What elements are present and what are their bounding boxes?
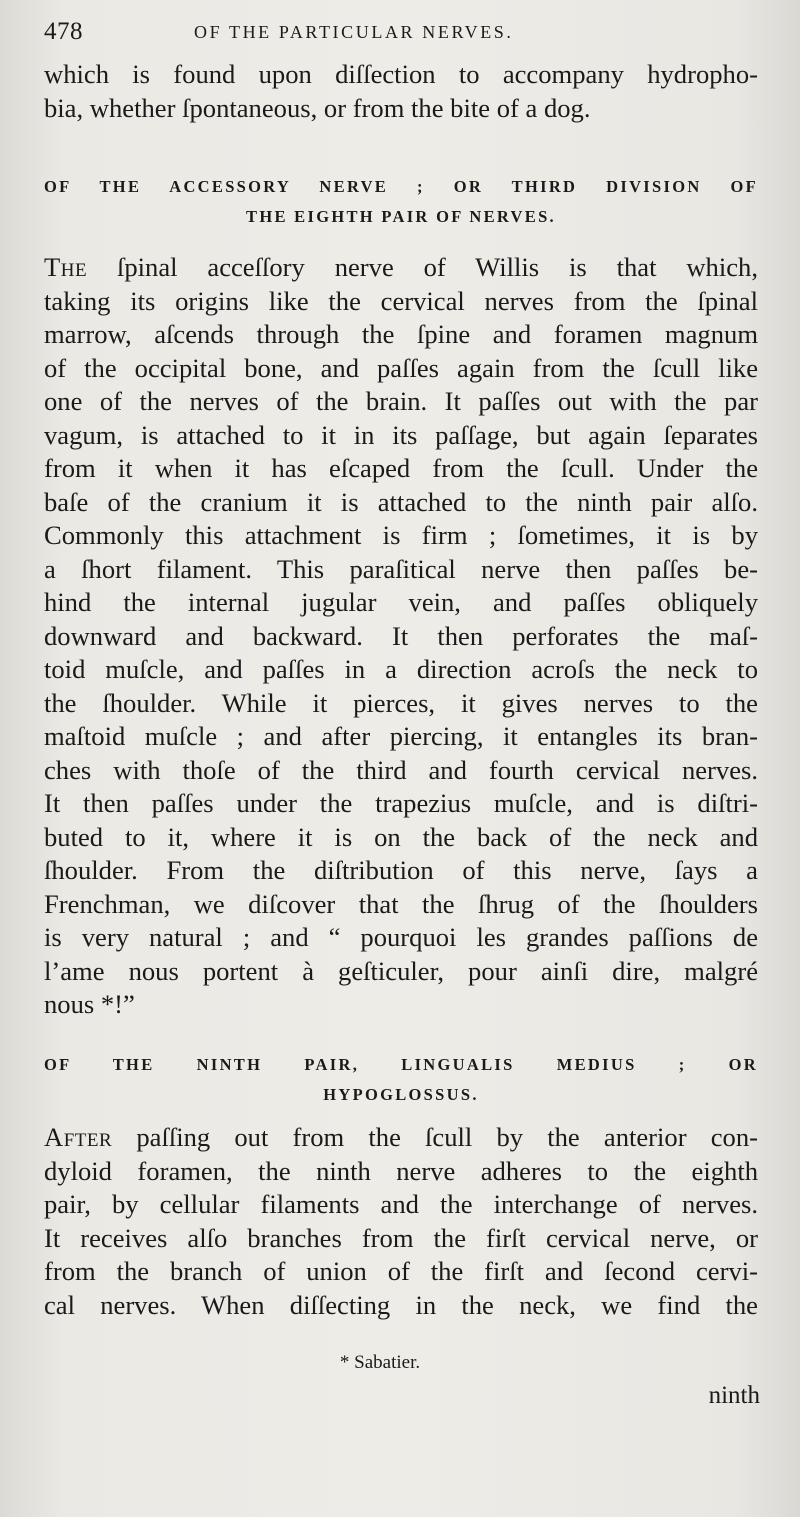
text-line: pair, by cellular filaments and the interchange of nerves. xyxy=(44,1189,758,1219)
footnote: * Sabatier. xyxy=(339,1352,421,1373)
page-number: 478 xyxy=(44,18,83,45)
text-line: vagum, is attached to it in its paſſage, but again ſeparates xyxy=(44,419,758,450)
text-line: from the branch of union of the firſt and ſecond cervi- xyxy=(44,1256,758,1286)
text-line: taking its origins like the cervical nerves from the ſpinal xyxy=(44,285,758,316)
heading-line: OF THE NINTH PAIR, LINGUALIS MEDIUS ; OR xyxy=(44,1055,758,1074)
running-title: OF THE PARTICULAR NERVES. xyxy=(194,22,514,42)
ninth-pair-paragraph xyxy=(44,1121,758,1322)
running-head xyxy=(44,18,760,50)
text-line: It then paſſes under the trapezius muſcle, and is diſtri- xyxy=(44,788,758,818)
text-line: Frenchman, we diſcover that the ſhrug of the ſhoulders xyxy=(44,888,758,919)
section-heading-ninth-pair xyxy=(44,1050,758,1110)
heading-line: OF THE ACCESSORY NERVE ; OR THIRD DIVISION OF xyxy=(44,177,758,196)
text-line: marrow, aſcends through the ſpine and foramen magnum xyxy=(44,319,758,349)
text-line: which is found upon diſſection to accompany hydropho- xyxy=(44,59,758,89)
text-line: Commonly this attachment is firm ; ſometimes, it is by xyxy=(44,520,758,550)
first-line-text: ſpinal acceſſory nerve of Willis is that which, xyxy=(87,252,758,282)
text-line: downward and backward. It then perforates the maſ- xyxy=(44,620,758,651)
drop-word: The xyxy=(44,252,88,282)
text-line: baſe of the cranium it is attached to the ninth pair alſo. xyxy=(44,486,758,517)
opening-paragraph xyxy=(44,58,758,125)
text-line: buted to it, where it is on the back of the neck and xyxy=(44,821,758,852)
text-line: nous *!” xyxy=(44,989,135,1019)
text-line: dyloid foramen, the ninth nerve adheres to the eighth xyxy=(44,1155,758,1186)
drop-word: After xyxy=(44,1122,113,1152)
text-line xyxy=(44,251,758,285)
text-line: cal nerves. When diſſecting in the neck, we find the xyxy=(44,1289,758,1320)
first-line-text: paſſing out from the ſcull by the anterior con- xyxy=(112,1122,758,1152)
text-line: from it when it has eſcaped from the ſcull. Under the xyxy=(44,453,758,483)
accessory-nerve-paragraph xyxy=(44,251,758,1022)
heading-line: HYPOGLOSSUS. xyxy=(323,1085,479,1104)
text-line: the ſhoulder. While it pierces, it gives nerves to the xyxy=(44,687,758,718)
text-line: ſhoulder. From the diſtribution of this nerve, ſays a xyxy=(44,855,758,885)
text-line: is very natural ; and “ pourquoi les grandes paſſions de xyxy=(44,922,758,952)
text-line: one of the nerves of the brain. It paſſes out with the par xyxy=(44,386,758,416)
text-line: ches with thoſe of the third and fourth cervical nerves. xyxy=(44,754,758,785)
text-line: hind the internal jugular vein, and paſſes obliquely xyxy=(44,587,758,617)
heading-line: THE EIGHTH PAIR OF NERVES. xyxy=(246,207,556,226)
text-line: of the occipital bone, and paſſes again from the ſcull like xyxy=(44,352,758,383)
text-line: bia, whether ſpontaneous, or from the bite of a dog. xyxy=(44,92,591,123)
text-line xyxy=(44,1121,758,1155)
catchword: ninth xyxy=(708,1382,760,1409)
text-line: maſtoid muſcle ; and after piercing, it entangles its bran- xyxy=(44,721,758,751)
text-line: a ſhort filament. This paraſitical nerve then paſſes be- xyxy=(44,553,758,584)
text-line: toid muſcle, and paſſes in a direction acroſs the neck to xyxy=(44,654,758,684)
text-line: It receives alſo branches from the firſt cervical nerve, or xyxy=(44,1222,758,1253)
text-line: l’ame nous portent à geſticuler, pour ainſi dire, malgré xyxy=(44,955,758,986)
section-heading-accessory-nerve xyxy=(44,172,758,232)
